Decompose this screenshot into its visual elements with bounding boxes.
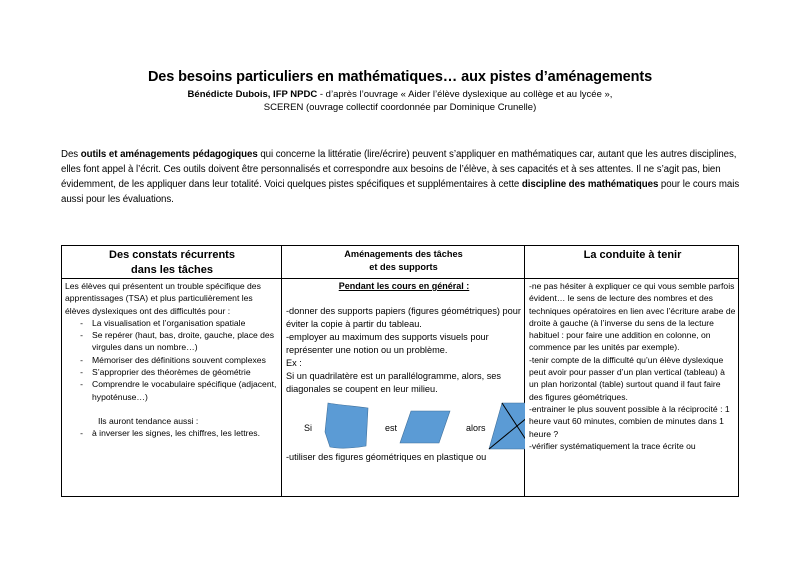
parallelogram-diagonals-icon (488, 402, 525, 450)
header-line: Des constats récurrents (109, 249, 235, 261)
list-item (65, 329, 279, 354)
source-reference: - d’après l’ouvrage « Aider l’élève dyslexique au collège et au lycée », (317, 89, 613, 100)
subtitle-line-2: SCEREN (ouvrage collectif coordonnée par Dominique Crunelle) (263, 102, 537, 113)
example-text: Si un quadrilatère est un parallélogramme, alors, ses diagonales se coupent en leur milieu. (286, 371, 501, 394)
list-item-text: La visualisation et l’organisation spatiale (92, 317, 246, 328)
conduite-item: -ne pas hésiter à expliquer ce qui vous semble parfois évident… le sens de lecture des nombres et des techniques opératoires en lien avec l’écriture arabe de droite à gauche (à l’inverse du sens de la lecture habituel : pour faire une addition en colonne, on commence par les unités par exemple). (529, 281, 736, 353)
intro-text-1: Des (61, 149, 81, 160)
intro-bold-2: discipline des mathématiques (521, 179, 659, 190)
author: Bénédicte Dubois, IFP NPDC (187, 89, 318, 100)
cell-conduite (526, 279, 739, 496)
geometry-figure (286, 405, 522, 451)
bullet-dash: - (80, 330, 83, 341)
document-subtitle (0, 88, 800, 114)
list-item-text: S’approprier des théorèmes de géométrie (92, 367, 251, 378)
figure-label-est: est (385, 423, 398, 433)
spacer (286, 293, 522, 305)
bullet-dash: - (80, 354, 83, 365)
header-conduite (526, 246, 739, 278)
amenagement-item: -utiliser des figures géométriques en plastique ou (286, 452, 487, 462)
header-line: et des supports (369, 262, 438, 272)
list-item-text: Se repérer (haut, bas, droite, gauche, place des virgules dans un nombre…) (92, 330, 275, 353)
amenagement-item: -donner des supports papiers (figures géométriques) pour éviter la copie à partir du tableau. (286, 306, 521, 329)
list-item-text: Mémoriser des définitions souvent complexes (92, 354, 266, 365)
quadrilateral-icon (324, 402, 370, 450)
conduite-item: -tenir compte de la difficulté qu’un élève dyslexique peut avoir pour passer d’un plan vertical (tableau) à un plan horizontal (table) surtout quand il faut faire des figures géométriques. (529, 354, 725, 402)
intro-text-3: pour le cours mais aussi pour les évaluations. (61, 179, 740, 205)
conduite-item: -vérifier systématiquement la trace écrite ou (529, 440, 696, 451)
header-constats (62, 246, 282, 278)
accommodations-table (61, 245, 739, 497)
figure-label-si: Si (304, 423, 313, 433)
document-title: Des besoins particuliers en mathématiques… aux pistes d’aménagements (147, 69, 653, 85)
section-title: Pendant les cours en général : (338, 281, 470, 291)
list-item (65, 427, 279, 439)
header-line: dans les tâches (131, 264, 213, 276)
bullet-dash: - (80, 367, 83, 378)
list-item (65, 366, 279, 378)
intro-paragraph (61, 147, 751, 207)
list-item (65, 317, 279, 329)
bullet-dash: - (80, 379, 83, 390)
header-amenagements (282, 246, 525, 278)
cell-amenagements (283, 279, 525, 496)
tendency-intro: Ils auront tendance aussi : (98, 415, 199, 426)
constats-intro: Les élèves qui présentent un trouble spécifique des apprentissages (TSA) et plus particulièrement les élèves dyslexiques ont des difficultés pour : (65, 281, 261, 316)
cell-constats (62, 279, 282, 496)
list-item-text: à inverser les signes, les chiffres, les lettres. (92, 428, 260, 439)
bullet-dash: - (80, 428, 83, 439)
figure-label-alors: alors (466, 423, 486, 433)
amenagement-item: -employer au maximum des supports visuels pour représenter une notion ou un problème. (286, 332, 489, 355)
parallelogram-icon (399, 410, 451, 444)
intro-text-2: qui concerne la littératie (lire/écrire) peuvent s’appliquer en mathématiques car, autant que les autres disciplines, elles font appel à l’écrit. Ces outils doivent être personnalisés et correspondre aux besoins de l’élève, à ses capacités et à ses attentes. Il ne s’agit pas, bien évidemment, de les appliquer dans leur totalité. Voici quelques pistes spécifiques et supplémentaires à cette (61, 149, 737, 190)
intro-bold-1: outils et aménagements pédagogiques (80, 149, 258, 160)
header-line: La conduite à tenir (583, 249, 682, 261)
conduite-item: -entrainer le plus souvent possible à la réciprocité : 1 heure vaut 60 minutes, combien de minutes dans 1 heure ? (529, 403, 730, 439)
bullet-dash: - (80, 317, 83, 328)
list-item (65, 378, 279, 403)
spacer (65, 403, 279, 415)
list-item-text: Comprendre le vocabulaire spécifique (adjacent, hypoténuse…) (92, 379, 277, 402)
list-item (65, 354, 279, 366)
subtitle-line-1 (0, 88, 800, 101)
header-line: Aménagements des tâches (344, 249, 463, 259)
example-label: Ex : (286, 358, 302, 368)
